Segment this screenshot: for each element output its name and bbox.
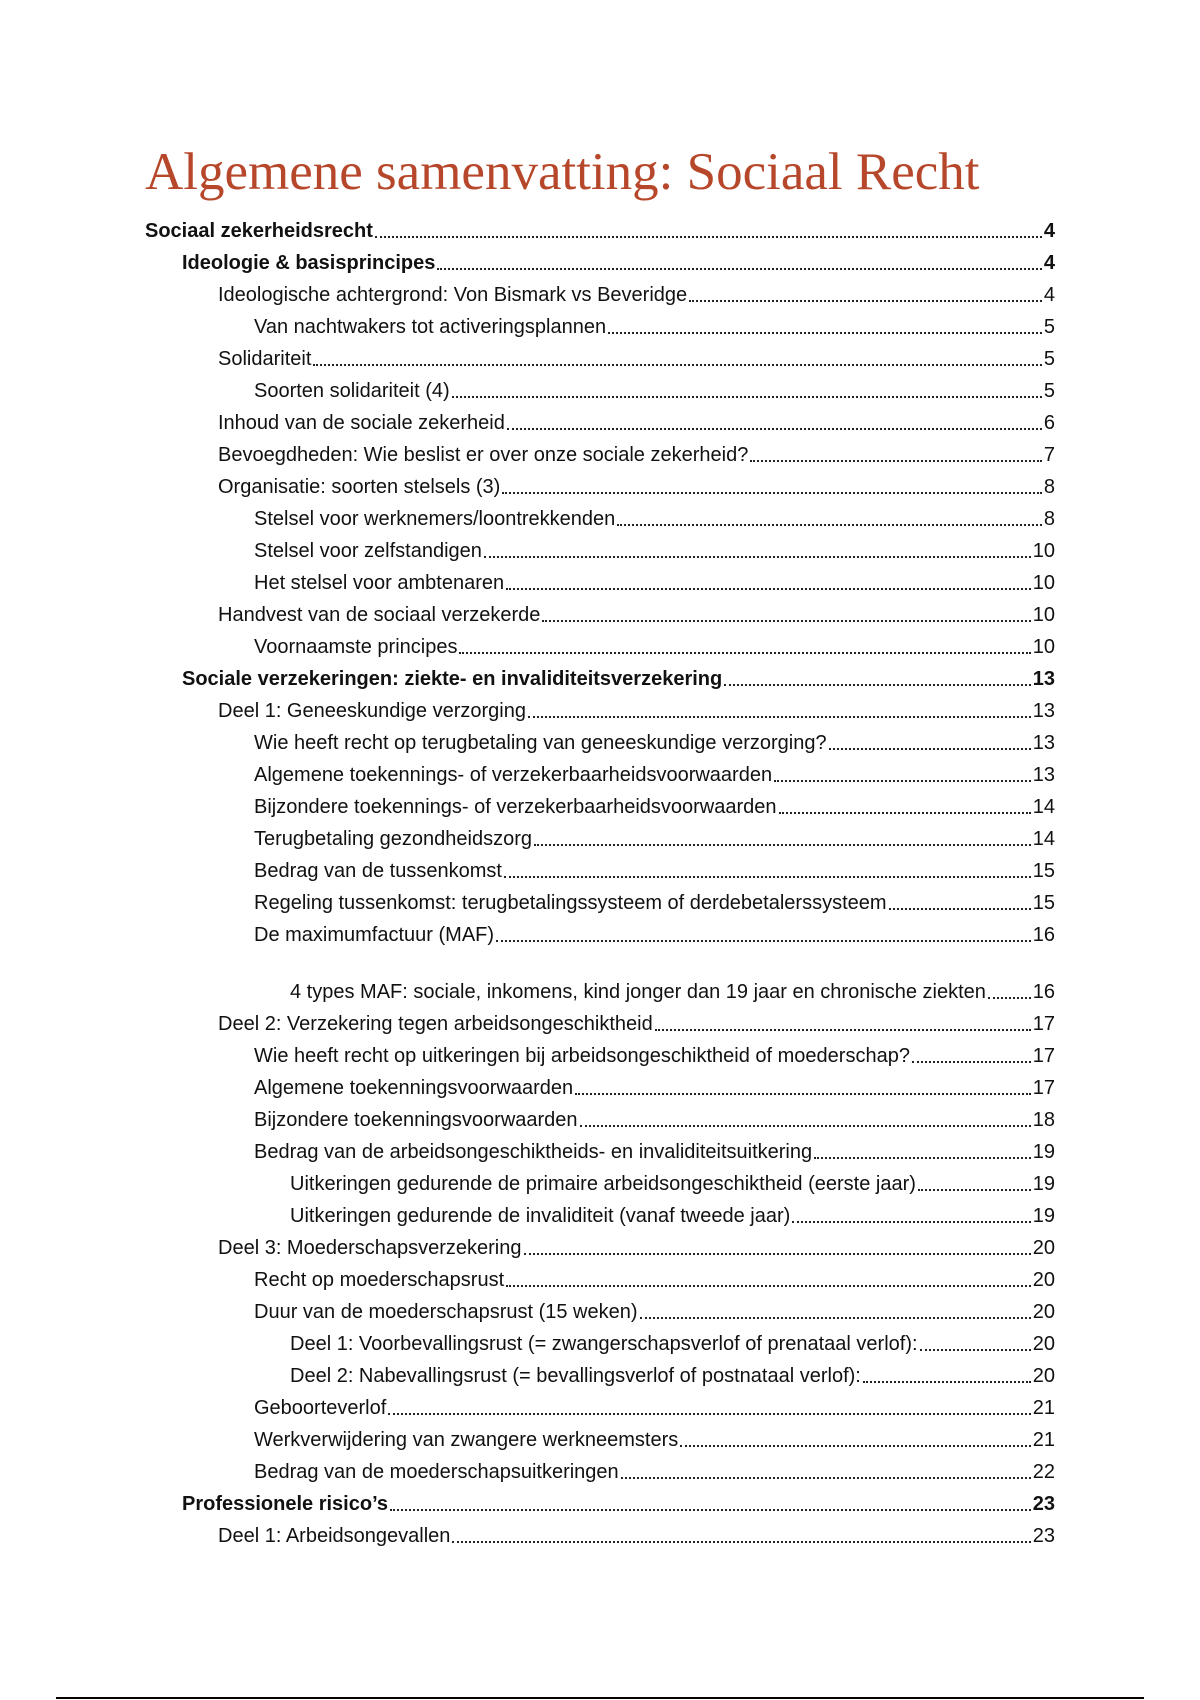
- toc-entry-label: Regeling tussenkomst: terugbetalingssysteem of derdebetalerssysteem: [254, 892, 887, 914]
- toc-dot-leader: [388, 1413, 1030, 1415]
- toc-dot-leader: [459, 652, 1030, 654]
- toc-dot-leader: [889, 908, 1031, 910]
- toc-entry-label: Voornaamste principes: [254, 636, 458, 658]
- toc-page-number: 8: [1043, 476, 1055, 498]
- toc-page-number: 14: [1032, 796, 1055, 818]
- toc-page-number: 20: [1032, 1365, 1055, 1387]
- toc-page-number: 23: [1032, 1525, 1055, 1547]
- toc-page-number: 17: [1032, 1045, 1055, 1067]
- toc-entry[interactable]: [145, 213, 1055, 245]
- toc-dot-leader: [542, 620, 1030, 622]
- toc-entry[interactable]: [145, 949, 1055, 1006]
- toc-entry-label: Deel 1: Geneeskundige verzorging: [218, 700, 526, 722]
- toc-entry[interactable]: [145, 437, 1055, 469]
- toc-entry-label: Deel 3: Moederschapsverzekering: [218, 1237, 522, 1259]
- toc-entry-label: Algemene toekenningsvoorwaarden: [254, 1077, 574, 1099]
- toc-entry[interactable]: [145, 245, 1055, 277]
- toc-dot-leader: [779, 812, 1031, 814]
- toc-page-number: 14: [1032, 828, 1055, 850]
- toc-dot-leader: [792, 1221, 1030, 1223]
- toc-page-number: 4: [1043, 284, 1055, 306]
- toc-dot-leader: [452, 1541, 1030, 1543]
- toc-entry-label: Uitkeringen gedurende de primaire arbeidsongeschiktheid (eerste jaar): [290, 1173, 916, 1195]
- toc-entry[interactable]: [145, 725, 1055, 757]
- toc-dot-leader: [502, 492, 1042, 494]
- toc-entry-label: Deel 2: Nabevallingsrust (= bevallingsverlof of postnataal verlof):: [290, 1365, 861, 1387]
- toc-entry[interactable]: [145, 629, 1055, 661]
- toc-dot-leader: [829, 748, 1031, 750]
- toc-page-number: 16: [1032, 924, 1055, 946]
- toc-entry-label: Bedrag van de arbeidsongeschiktheids- en invaliditeitsuitkering: [254, 1141, 813, 1163]
- toc-dot-leader: [988, 997, 1031, 999]
- toc-entry[interactable]: [145, 341, 1055, 373]
- toc-entry[interactable]: [145, 565, 1055, 597]
- toc-entry[interactable]: [145, 757, 1055, 789]
- toc-page-number: 4: [1043, 252, 1055, 274]
- toc-page-number: 19: [1032, 1205, 1055, 1227]
- toc-entry[interactable]: [145, 821, 1055, 853]
- toc-entry[interactable]: [145, 789, 1055, 821]
- toc-entry[interactable]: [145, 1006, 1055, 1038]
- toc-page-number: 13: [1032, 700, 1055, 722]
- toc-entry-label: Stelsel voor werknemers/loontrekkenden: [254, 508, 616, 530]
- toc-entry-label: 4 types MAF: sociale, inkomens, kind jonger dan 19 jaar en chronische ziekten: [290, 981, 986, 1003]
- toc-dot-leader: [390, 1509, 1031, 1511]
- toc-dot-leader: [814, 1157, 1031, 1159]
- toc-page-number: 10: [1032, 604, 1055, 626]
- toc-page-number: 23: [1032, 1493, 1055, 1515]
- toc-page-number: 20: [1032, 1237, 1055, 1259]
- toc-entry-label: Bedrag van de tussenkomst: [254, 860, 502, 882]
- toc-dot-leader: [912, 1061, 1031, 1063]
- toc-dot-leader: [534, 844, 1031, 846]
- table-of-contents: [145, 213, 1055, 1550]
- toc-entry-label: Stelsel voor zelfstandigen: [254, 540, 482, 562]
- toc-entry-label: Werkverwijdering van zwangere werkneemsters: [254, 1429, 679, 1451]
- toc-page-number: 13: [1032, 668, 1055, 690]
- toc-page-number: 5: [1043, 348, 1055, 370]
- toc-dot-leader: [506, 1285, 1031, 1287]
- toc-entry[interactable]: [145, 1294, 1055, 1326]
- toc-page-number: 17: [1032, 1013, 1055, 1035]
- toc-page-number: 4: [1043, 220, 1055, 242]
- toc-entry[interactable]: [145, 1390, 1055, 1422]
- toc-entry[interactable]: [145, 1422, 1055, 1454]
- toc-entry-label: Bevoegdheden: Wie beslist er over onze sociale zekerheid?: [218, 444, 749, 466]
- toc-entry[interactable]: [145, 1198, 1055, 1230]
- toc-dot-leader: [524, 1253, 1031, 1255]
- toc-entry-label: Handvest van de sociaal verzekerde: [218, 604, 541, 626]
- toc-entry[interactable]: [145, 885, 1055, 917]
- toc-entry-label: Organisatie: soorten stelsels (3): [218, 476, 501, 498]
- toc-entry-label: Van nachtwakers tot activeringsplannen: [254, 316, 607, 338]
- toc-dot-leader: [750, 460, 1042, 462]
- toc-entry[interactable]: [145, 1134, 1055, 1166]
- toc-dot-leader: [507, 428, 1042, 430]
- toc-entry[interactable]: [145, 533, 1055, 565]
- toc-dot-leader: [621, 1477, 1031, 1479]
- toc-page-number: 5: [1043, 316, 1055, 338]
- toc-entry[interactable]: [145, 1038, 1055, 1070]
- toc-entry-label: Recht op moederschapsrust: [254, 1269, 505, 1291]
- toc-page-number: 15: [1032, 892, 1055, 914]
- toc-dot-leader: [452, 396, 1042, 398]
- toc-entry-label: Terugbetaling gezondheidszorg: [254, 828, 532, 850]
- toc-entry-label: Solidariteit: [218, 348, 312, 370]
- toc-entry[interactable]: [145, 1262, 1055, 1294]
- toc-dot-leader: [506, 588, 1031, 590]
- toc-page-number: 19: [1032, 1173, 1055, 1195]
- toc-entry-label: Algemene toekennings- of verzekerbaarheidsvoorwaarden: [254, 764, 773, 786]
- toc-entry[interactable]: [145, 1454, 1055, 1486]
- toc-entry-label: Bedrag van de moederschapsuitkeringen: [254, 1461, 619, 1483]
- toc-page-number: 10: [1032, 572, 1055, 594]
- toc-entry[interactable]: [145, 1166, 1055, 1198]
- toc-page-number: 6: [1043, 412, 1055, 434]
- toc-entry[interactable]: [145, 1518, 1055, 1550]
- page-bottom-rule: [56, 1697, 1144, 1699]
- toc-entry-label: Uitkeringen gedurende de invaliditeit (vanaf tweede jaar): [290, 1205, 791, 1227]
- toc-dot-leader: [655, 1029, 1031, 1031]
- toc-entry-label: Soorten solidariteit (4): [254, 380, 450, 402]
- toc-entry-label: Deel 1: Voorbevallingsrust (= zwangerschapsverlof of prenataal verlof):: [290, 1333, 918, 1355]
- toc-entry[interactable]: [145, 853, 1055, 885]
- toc-dot-leader: [724, 684, 1031, 686]
- toc-entry[interactable]: [145, 277, 1055, 309]
- toc-entry[interactable]: [145, 1486, 1055, 1518]
- toc-page-number: 21: [1032, 1397, 1055, 1419]
- toc-dot-leader: [575, 1093, 1031, 1095]
- toc-dot-leader: [920, 1349, 1031, 1351]
- toc-entry-label: Ideologische achtergrond: Von Bismark vs Beveridge: [218, 284, 688, 306]
- toc-entry[interactable]: [145, 661, 1055, 693]
- toc-page-number: 10: [1032, 636, 1055, 658]
- toc-entry[interactable]: [145, 501, 1055, 533]
- toc-entry[interactable]: [145, 1070, 1055, 1102]
- toc-entry-label: Professionele risico’s: [182, 1493, 389, 1515]
- toc-entry-label: Duur van de moederschapsrust (15 weken): [254, 1301, 638, 1323]
- toc-page-number: 5: [1043, 380, 1055, 402]
- toc-dot-leader: [437, 268, 1041, 270]
- toc-page-number: 7: [1043, 444, 1055, 466]
- toc-page-number: 19: [1032, 1141, 1055, 1163]
- toc-entry-label: Bijzondere toekenningsvoorwaarden: [254, 1109, 578, 1131]
- toc-page-number: 20: [1032, 1269, 1055, 1291]
- toc-page-number: 8: [1043, 508, 1055, 530]
- toc-entry-label: Wie heeft recht op terugbetaling van geneeskundige verzorging?: [254, 732, 827, 754]
- toc-dot-leader: [375, 236, 1042, 238]
- toc-page-number: 18: [1032, 1109, 1055, 1131]
- toc-entry[interactable]: [145, 1358, 1055, 1390]
- toc-entry[interactable]: [145, 309, 1055, 341]
- toc-dot-leader: [640, 1317, 1031, 1319]
- toc-entry-label: Ideologie & basisprincipes: [182, 252, 436, 274]
- toc-entry[interactable]: [145, 693, 1055, 725]
- document-title: Algemene samenvatting: Sociaal Recht: [145, 143, 980, 201]
- toc-page-number: 20: [1032, 1301, 1055, 1323]
- toc-page-number: 17: [1032, 1077, 1055, 1099]
- toc-page-number: 13: [1032, 764, 1055, 786]
- toc-entry[interactable]: [145, 597, 1055, 629]
- toc-dot-leader: [863, 1381, 1031, 1383]
- toc-page-number: 21: [1032, 1429, 1055, 1451]
- toc-dot-leader: [680, 1445, 1031, 1447]
- toc-dot-leader: [689, 300, 1042, 302]
- toc-page-number: 13: [1032, 732, 1055, 754]
- toc-entry-label: Deel 1: Arbeidsongevallen: [218, 1525, 451, 1547]
- toc-entry-label: Deel 2: Verzekering tegen arbeidsongeschiktheid: [218, 1013, 653, 1035]
- toc-entry[interactable]: [145, 917, 1055, 949]
- toc-entry[interactable]: [145, 1326, 1055, 1358]
- toc-entry-label: Bijzondere toekennings- of verzekerbaarheidsvoorwaarden: [254, 796, 777, 818]
- toc-entry[interactable]: [145, 469, 1055, 501]
- toc-page-number: 20: [1032, 1333, 1055, 1355]
- toc-dot-leader: [608, 332, 1042, 334]
- toc-page-number: 15: [1032, 860, 1055, 882]
- toc-entry[interactable]: [145, 373, 1055, 405]
- toc-entry-label: Wie heeft recht op uitkeringen bij arbeidsongeschiktheid of moederschap?: [254, 1045, 910, 1067]
- toc-entry[interactable]: [145, 405, 1055, 437]
- toc-dot-leader: [504, 876, 1031, 878]
- toc-entry-label: De maximumfactuur (MAF): [254, 924, 495, 946]
- toc-dot-leader: [774, 780, 1031, 782]
- toc-page-number: 10: [1032, 540, 1055, 562]
- toc-entry-label: Inhoud van de sociale zekerheid: [218, 412, 505, 434]
- toc-entry[interactable]: [145, 1230, 1055, 1262]
- toc-page-number: 16: [1032, 981, 1055, 1003]
- toc-dot-leader: [918, 1189, 1031, 1191]
- toc-entry-label: Geboorteverlof: [254, 1397, 387, 1419]
- toc-dot-leader: [484, 556, 1031, 558]
- toc-dot-leader: [580, 1125, 1031, 1127]
- toc-dot-leader: [496, 940, 1031, 942]
- toc-dot-leader: [617, 524, 1042, 526]
- toc-dot-leader: [313, 364, 1041, 366]
- toc-dot-leader: [528, 716, 1031, 718]
- toc-entry[interactable]: [145, 1102, 1055, 1134]
- toc-entry-label: Sociaal zekerheidsrecht: [145, 220, 373, 242]
- toc-page-number: 22: [1032, 1461, 1055, 1483]
- toc-entry-label: Het stelsel voor ambtenaren: [254, 572, 505, 594]
- toc-entry-label: Sociale verzekeringen: ziekte- en invaliditeitsverzekering: [182, 668, 723, 690]
